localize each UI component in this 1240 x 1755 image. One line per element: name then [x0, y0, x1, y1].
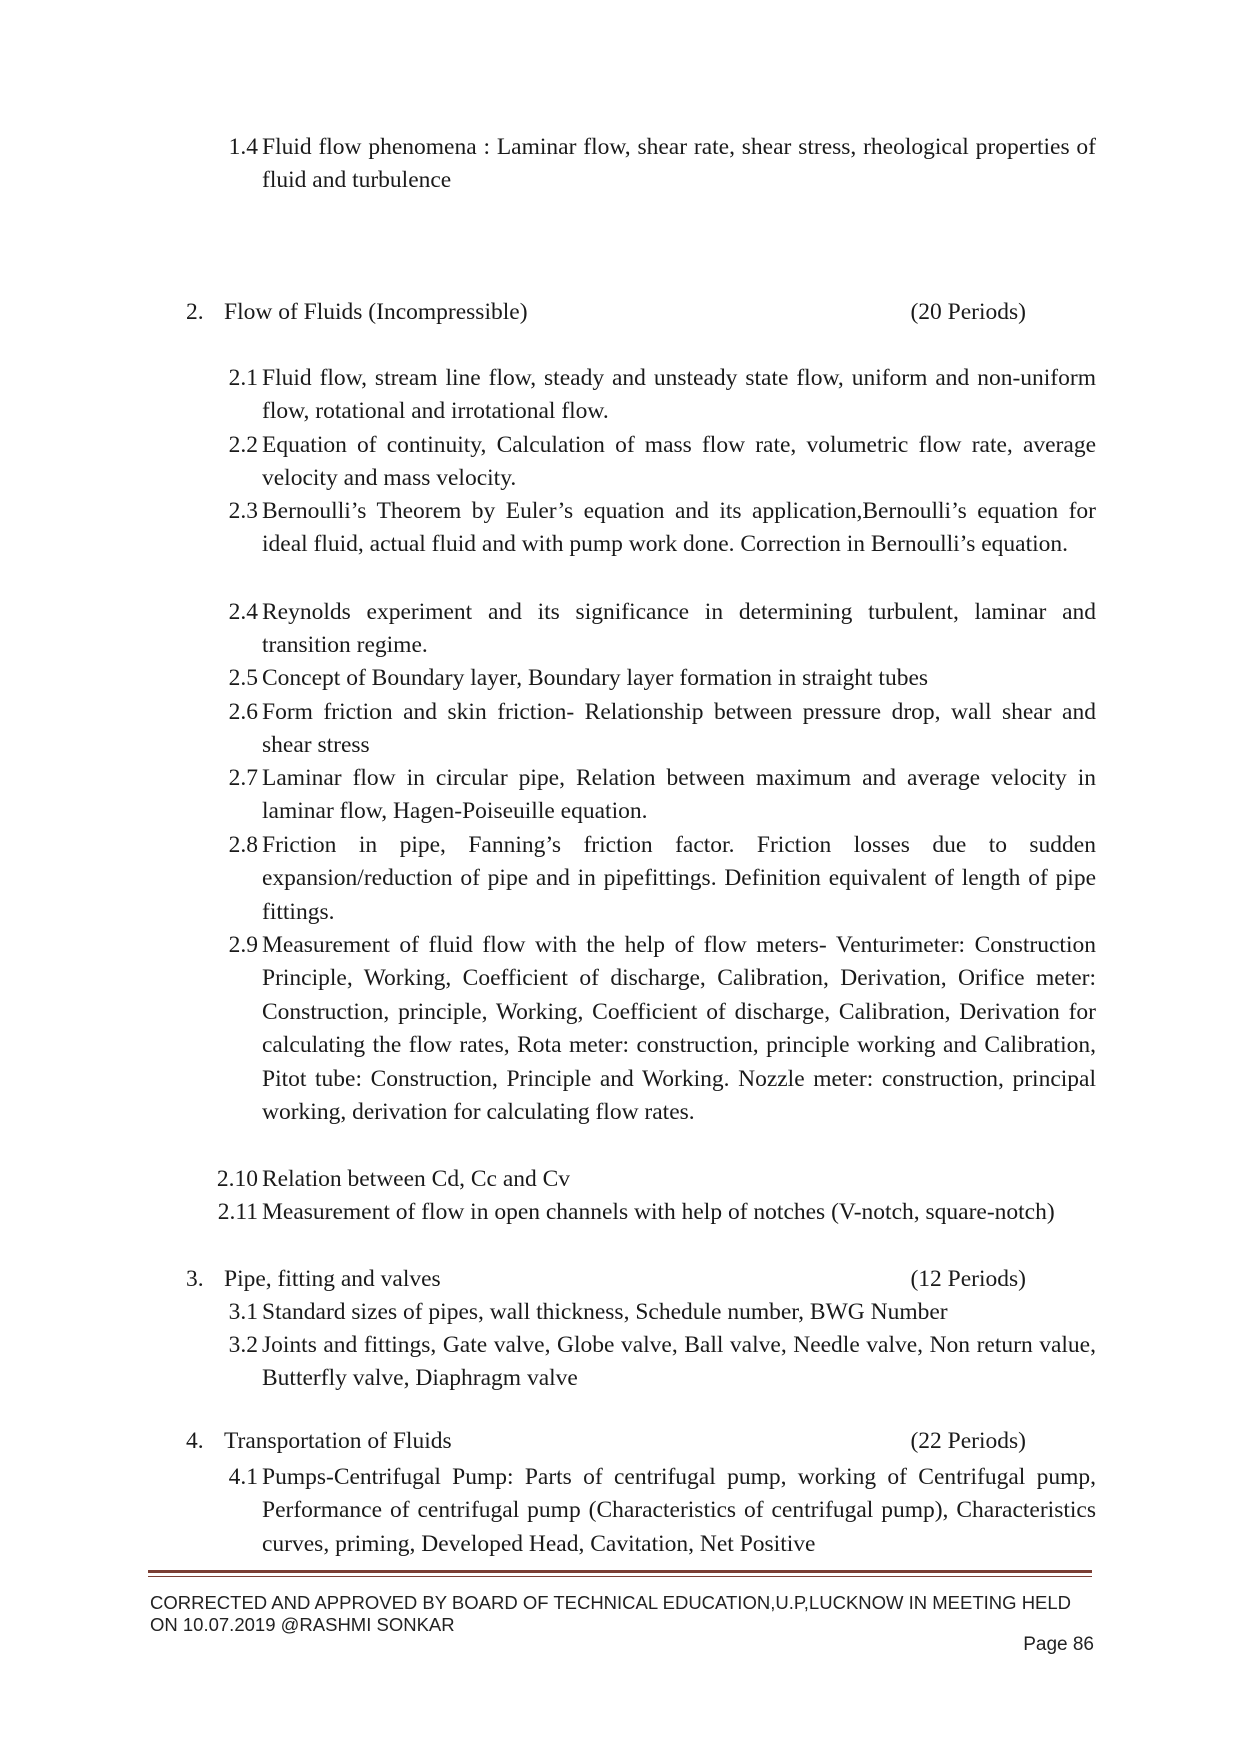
list-item: [228, 929, 1096, 1129]
item-text: Fluid flow, stream line flow, steady and unsteady state flow, uniform and non-uniform flow, rotational and irrotational flow.: [262, 365, 1096, 425]
footer-rule-thin: [148, 1576, 1092, 1577]
section-number: 4.: [186, 1428, 204, 1454]
section-heading: [186, 1424, 1026, 1458]
item-number: 2.9: [228, 932, 258, 958]
list-item: [228, 429, 1096, 496]
item-text: Standard sizes of pipes, wall thickness, Schedule number, BWG Number: [262, 1299, 948, 1325]
item-number: 3.2: [228, 1332, 258, 1358]
section-periods: (20 Periods): [910, 299, 1026, 325]
list-item: [228, 495, 1096, 562]
item-text: Laminar flow in circular pipe, Relation between maximum and average velocity in laminar flow, Hagen-Poiseuille equation.: [262, 765, 1096, 825]
item-text: Pumps-Centrifugal Pump: Parts of centrifugal pump, working of Centrifugal pump, Performance of centrifugal pump (Characteristics of centrifugal pump), Characteristics curves, priming, Developed Head, Cavitation, Net Positive: [262, 1464, 1096, 1557]
footer-approval-line-2: ON 10.07.2019 @RASHMI SONKAR: [150, 1614, 455, 1635]
item-number: 2.7: [228, 765, 258, 791]
item-text: Concept of Boundary layer, Boundary layer formation in straight tubes: [262, 665, 929, 691]
list-item: [228, 662, 1096, 695]
section-periods: (22 Periods): [910, 1428, 1026, 1454]
list-item: [228, 829, 1096, 929]
page-number: Page 86: [1023, 1634, 1094, 1655]
section-number: 2.: [186, 299, 204, 325]
list-item: [228, 1296, 1096, 1329]
item-text: Bernoulli’s Theorem by Euler’s equation and its application,Bernoulli’s equation for ideal fluid, actual fluid and with pump work done. Correction in Bernoulli’s equation.: [262, 498, 1096, 558]
section-periods: (12 Periods): [910, 1266, 1026, 1292]
list-item: [228, 596, 1096, 663]
item-number: 4.1: [228, 1464, 258, 1490]
item-number: 2.5: [228, 665, 258, 691]
item-number: 2.8: [228, 832, 258, 858]
item-number: 2.4: [228, 599, 258, 625]
footer-approval-line-1: CORRECTED AND APPROVED BY BOARD OF TECHNICAL EDUCATION,U.P,LUCKNOW IN MEETING HELD: [150, 1592, 1072, 1613]
item-number: 2.1: [228, 365, 258, 391]
section-number: 3.: [186, 1266, 204, 1292]
section-title: Flow of Fluids (Incompressible): [224, 299, 528, 325]
item-number: 2.3: [228, 498, 258, 524]
item-text: Joints and fittings, Gate valve, Globe valve, Ball valve, Needle valve, Non return value, Butterfly valve, Diaphragm valve: [262, 1332, 1096, 1392]
item-number: 1.4: [228, 134, 258, 160]
footer-rule-thick: [148, 1570, 1092, 1573]
item-text: Relation between Cd, Cc and Cv: [262, 1166, 571, 1192]
item-text: Friction in pipe, Fanning’s friction factor. Friction losses due to sudden expansion/reduction of pipe and in pipefittings. Definition equivalent of length of pipe fittings.: [262, 832, 1096, 925]
list-item: [217, 1196, 1096, 1229]
item-text: Form friction and skin friction- Relationship between pressure drop, wall shear and shear stress: [262, 699, 1096, 759]
item-number: 2.2: [228, 432, 258, 458]
item-text: Measurement of flow in open channels with help of notches (V-notch, square-notch): [262, 1199, 1055, 1225]
item-text: Reynolds experiment and its significance in determining turbulent, laminar and transition regime.: [262, 599, 1096, 659]
list-item: [228, 1461, 1096, 1561]
list-item: [228, 1329, 1096, 1396]
section-heading: [186, 295, 1026, 329]
list-item: [228, 131, 1096, 198]
item-number: 2.11: [217, 1199, 258, 1225]
list-item: [216, 1163, 1096, 1196]
list-item: [228, 762, 1096, 829]
section-heading: [186, 1262, 1026, 1296]
item-number: 3.1: [228, 1299, 258, 1325]
item-text: Fluid flow phenomena : Laminar flow, shear rate, shear stress, rheological properties of fluid and turbulence: [262, 134, 1096, 194]
section-title: Pipe, fitting and valves: [224, 1266, 441, 1292]
list-item: [228, 362, 1096, 429]
item-number: 2.10: [216, 1166, 258, 1192]
section-title: Transportation of Fluids: [224, 1428, 452, 1454]
list-item: [228, 696, 1096, 763]
item-number: 2.6: [228, 699, 258, 725]
item-text: Equation of continuity, Calculation of mass flow rate, volumetric flow rate, average velocity and mass velocity.: [262, 432, 1096, 492]
item-text: Measurement of fluid flow with the help of flow meters- Venturimeter: Construction Principle, Working, Coefficient of discharge, Calibration, Derivation, Orifice meter: Construction, principle, Working, Coefficient of discharge, Calibration, Derivation for calculating the flow rates, Rota meter: construction, principle working and Calibration, Pitot tube: Construction, Principle and Working. Nozzle meter: construction, principal working, derivation for calculating flow rates.: [262, 932, 1096, 1126]
